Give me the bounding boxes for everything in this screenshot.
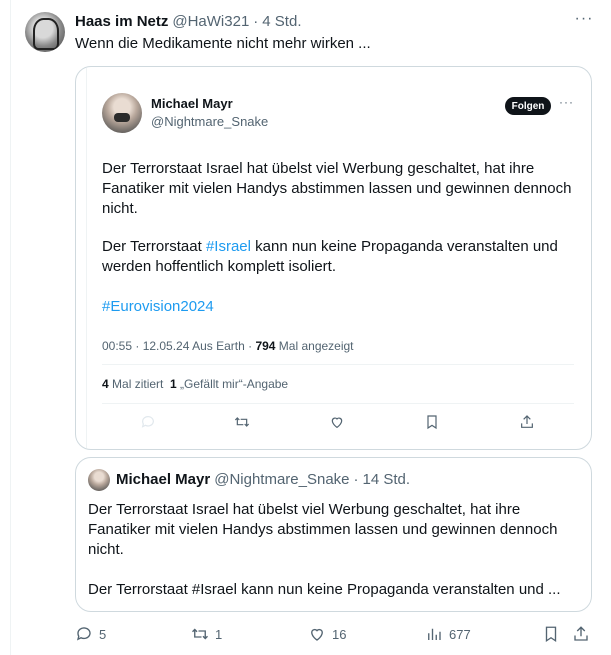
like-count-label: „Gefällt mir“-Angabe (176, 377, 289, 391)
view-count: 677 (449, 626, 471, 642)
embedded-bookmark-icon (424, 414, 440, 430)
separator-dot: · (353, 471, 359, 488)
embedded-divider (102, 403, 574, 404)
embedded-meta (102, 339, 354, 353)
follow-button: Folgen (505, 97, 551, 115)
repost-count: 1 (215, 626, 223, 642)
quoted-text-2: Der Terrorstaat #Israel kann nun keine Propaganda veranstalten und ... (88, 581, 561, 598)
embedded-repost-icon (234, 414, 250, 430)
repost-icon (191, 625, 209, 643)
quoted-author-name: Michael Mayr (116, 471, 211, 488)
post-time[interactable]: 4 Std. (262, 12, 302, 30)
attached-image[interactable] (75, 66, 592, 450)
post-header (75, 12, 302, 30)
embedded-text: Der Terrorstaat (102, 238, 206, 255)
reply-button[interactable] (75, 624, 106, 644)
embedded-author-name: Michael Mayr (151, 96, 233, 111)
reply-count: 5 (99, 626, 107, 642)
author-avatar[interactable] (25, 12, 65, 52)
like-count: 1 (170, 377, 177, 391)
embedded-meta-time: 00:55 · 12.05.24 Aus Earth · (102, 339, 256, 353)
share-button[interactable] (572, 624, 590, 644)
views-button[interactable] (425, 624, 471, 644)
embedded-view-label: Mal angezeigt (275, 339, 354, 353)
quote-count: 4 (102, 377, 109, 391)
embedded-paragraph-2 (102, 237, 572, 277)
embedded-divider (102, 364, 574, 365)
hashtag-israel: #Israel (205, 238, 251, 255)
embedded-author-avatar (102, 93, 142, 133)
author-name[interactable]: Haas im Netz (75, 12, 169, 30)
like-button[interactable] (308, 624, 346, 644)
embedded-author-handle: @Nightmare_Snake (151, 114, 269, 129)
embedded-paragraph-1: Der Terrorstaat Israel hat übelst viel Werbung geschaltet, hat ihre Fanatiker mit vielen Handys abstimmen lassen und gewinnen dennoch nicht. (102, 160, 572, 217)
quoted-text-1: Der Terrorstaat Israel hat übelst viel Werbung geschaltet, hat ihre Fanatiker mit vielen Handys abstimmen lassen und gewinnen dennoch nicht. (88, 501, 558, 558)
embedded-reply-icon (140, 414, 156, 430)
embedded-more-icon: ··· (559, 95, 574, 109)
embedded-view-count: 794 (255, 339, 276, 353)
hashtag-eurovision: #Eurovision2024 (102, 298, 214, 315)
quoted-time: 14 Std. (362, 471, 411, 488)
author-handle[interactable]: @HaWi321 (172, 12, 250, 30)
embedded-like-icon (329, 414, 345, 430)
post-text: Wenn die Medikamente nicht mehr wirken ... (75, 35, 371, 52)
quoted-post[interactable] (75, 457, 592, 612)
quoted-author-handle: @Nightmare_Snake (214, 471, 350, 488)
more-options-icon[interactable]: ··· (574, 10, 594, 27)
share-icon (572, 625, 590, 643)
separator-dot: · (253, 12, 259, 30)
embedded-share-icon (519, 414, 535, 430)
embedded-text: kann nun keine Propaganda veranstalten und werden hoffentlich komplett isoliert. (102, 238, 558, 275)
quoted-author-avatar (88, 469, 110, 491)
embedded-stats (102, 377, 288, 391)
bookmark-icon (542, 625, 560, 643)
analytics-icon (425, 625, 443, 643)
quoted-header (116, 471, 410, 488)
like-count: 16 (332, 626, 347, 642)
heart-icon (308, 625, 326, 643)
repost-button[interactable] (191, 624, 222, 644)
reply-icon (75, 625, 93, 643)
bookmark-button[interactable] (542, 624, 560, 644)
quote-count-label: Mal zitiert (108, 377, 171, 391)
